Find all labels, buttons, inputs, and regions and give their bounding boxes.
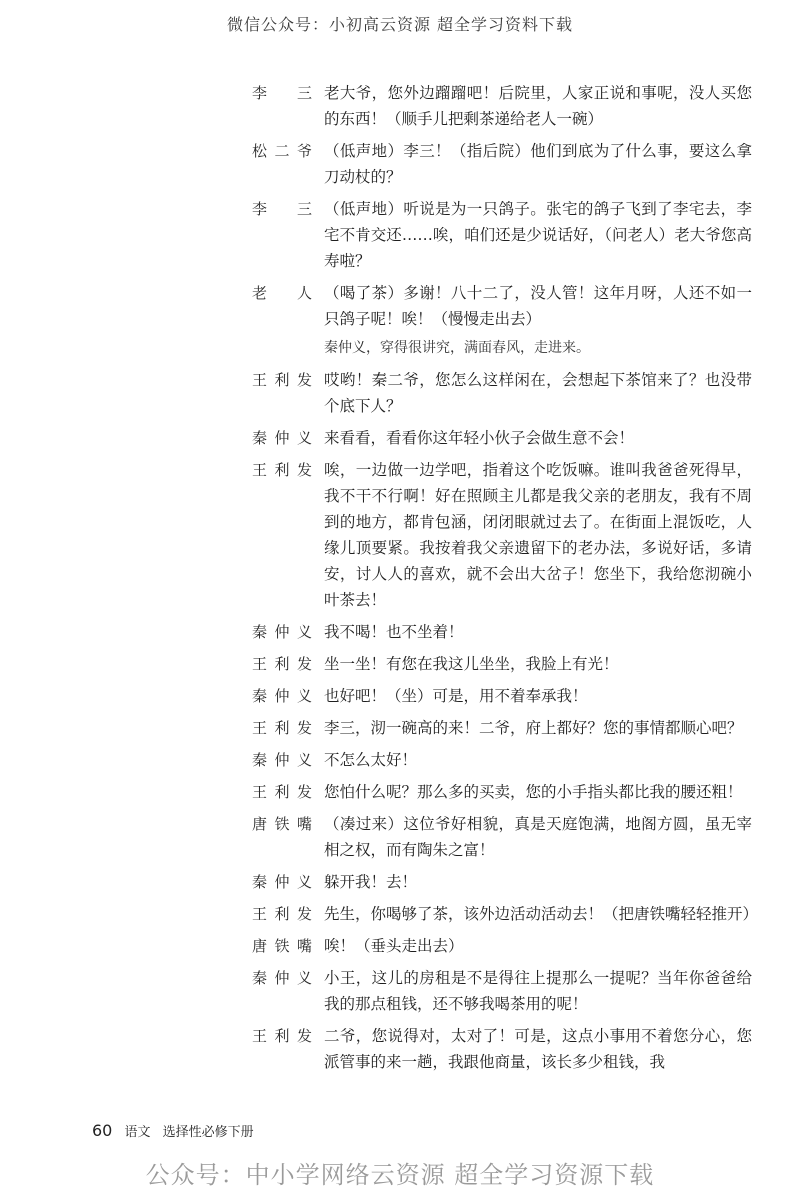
stage-direction — [252, 334, 752, 361]
dialogue-text: 坐一坐！有您在我这儿坐坐，我脸上有光！ — [324, 655, 619, 673]
dialogue-text: （凑过来）这位爷好相貌，真是天庭饱满，地阁方圆，虽无宰相之权，而有陶朱之富！ — [324, 815, 752, 859]
speaker-name: 秦仲义 — [252, 429, 312, 447]
dialogue-line — [252, 933, 752, 959]
dialogue-line — [252, 196, 752, 274]
dialogue-line — [252, 779, 752, 805]
speaker-name: 秦仲义 — [252, 623, 312, 641]
dialogue-text: 您怕什么呢？那么多的买卖，您的小手指头都比我的腰还粗！ — [324, 783, 743, 801]
speaker-name: 老 人 — [252, 284, 312, 302]
dialogue-text: 二爷，您说得对，太对了！可是，这点小事用不着您分心，您派管事的来一趟，我跟他商量，该长多少租钱，我 — [324, 1027, 752, 1071]
dialogue-line — [252, 457, 752, 613]
dialogue-text: （喝了茶）多谢！八十二了，没人管！这年月呀，人还不如一只鸽子呢！唉！（慢慢走出去） — [324, 284, 752, 328]
subject-label: 语文 — [124, 1125, 151, 1140]
bottom-watermark: 公众号：中小学网络云资源 超全学习资源下载 — [145, 1161, 655, 1189]
stage-direction-text: 秦仲义，穿得很讲究，满面春风，走进来。 — [324, 340, 590, 356]
speaker-name: 唐铁嘴 — [252, 937, 312, 955]
dialogue-line — [252, 367, 752, 419]
volume-label: 选择性必修下册 — [162, 1125, 254, 1140]
dialogue-text: （低声地）李三！（指后院）他们到底为了什么事，要这么拿刀动杖的？ — [324, 142, 752, 186]
speaker-name: 王利发 — [252, 783, 312, 801]
dialogue-line — [252, 869, 752, 895]
speaker-name: 秦仲义 — [252, 687, 312, 705]
dialogue-line — [252, 811, 752, 863]
dialogue-text: 不怎么太好！ — [324, 751, 418, 769]
dialogue-line — [252, 280, 752, 332]
speaker-name: 王利发 — [252, 461, 312, 479]
speaker-name: 王利发 — [252, 371, 312, 389]
page-footer — [92, 1121, 254, 1140]
speaker-name: 王利发 — [252, 1027, 312, 1045]
dialogue-text: 老大爷，您外边蹓蹓吧！后院里，人家正说和事呢，没人买您的东西！（顺手儿把剩茶递给老人一碗） — [324, 84, 752, 128]
speaker-name: 李 三 — [252, 200, 312, 218]
dialogue-text: 李三，沏一碗高的来！二爷，府上都好？您的事情都顺心吧？ — [324, 719, 743, 737]
speaker-name: 李 三 — [252, 84, 312, 102]
dialogue-text: 躲开我！去！ — [324, 873, 418, 891]
dialogue-text: 我不喝！也不坐着！ — [324, 623, 464, 641]
dialogue-line — [252, 651, 752, 677]
speaker-name: 秦仲义 — [252, 751, 312, 769]
dialogue-line — [252, 425, 752, 451]
speaker-name: 唐铁嘴 — [252, 815, 312, 833]
dialogue-line — [252, 619, 752, 645]
dialogue-line — [252, 715, 752, 741]
dialogue-text: 哎哟！秦二爷，您怎么这样闲在，会想起下茶馆来了？也没带个底下人？ — [324, 371, 752, 415]
dialogue-line — [252, 80, 752, 132]
speaker-name: 秦仲义 — [252, 873, 312, 891]
speaker-name: 秦仲义 — [252, 969, 312, 987]
page-number: 60 — [92, 1121, 113, 1140]
dialogue-line — [252, 683, 752, 709]
dialogue-line — [252, 901, 759, 927]
dialogue-text: （低声地）听说是为一只鸽子。张宅的鸽子飞到了李宅去，李宅不肯交还……唉，咱们还是少说话好，（问老人）老大爷您高寿啦？ — [324, 200, 752, 270]
dialogue-text: 小王，这儿的房租是不是得往上提那么一提呢？当年你爸爸给我的那点租钱，还不够我喝茶用的呢！ — [324, 969, 752, 1013]
dialogue-line — [252, 747, 752, 773]
script-body — [252, 80, 759, 1081]
dialogue-text: 先生，你喝够了茶，该外边活动活动去！（把唐铁嘴轻轻推开） — [324, 905, 759, 923]
dialogue-text: 唉！（垂头走出去） — [324, 937, 464, 955]
dialogue-text: 也好吧！（坐）可是，用不着奉承我！ — [324, 687, 588, 705]
dialogue-text: 来看看，看看你这年轻小伙子会做生意不会！ — [324, 429, 635, 447]
dialogue-line — [252, 138, 752, 190]
speaker-name: 王利发 — [252, 655, 312, 673]
speaker-name: 松二爷 — [252, 142, 312, 160]
header-watermark: 微信公众号：小初高云资源 超全学习资料下载 — [226, 15, 574, 34]
speaker-name: 王利发 — [252, 905, 312, 923]
dialogue-line — [252, 965, 752, 1017]
speaker-name: 王利发 — [252, 719, 312, 737]
dialogue-text: 唉，一边做一边学吧，指着这个吃饭嘛。谁叫我爸爸死得早，我不干不行啊！好在照顾主儿都是我父亲的老朋友，我有不周到的地方，都肯包涵，闭闭眼就过去了。在街面上混饭吃，人缘儿顶要紧。我按着我父亲遗留下的老办法，多说好话，多请安，讨人人的喜欢，就不会出大岔子！您坐下，我给您沏碗小叶茶去！ — [324, 461, 752, 609]
dialogue-line — [252, 1023, 752, 1075]
